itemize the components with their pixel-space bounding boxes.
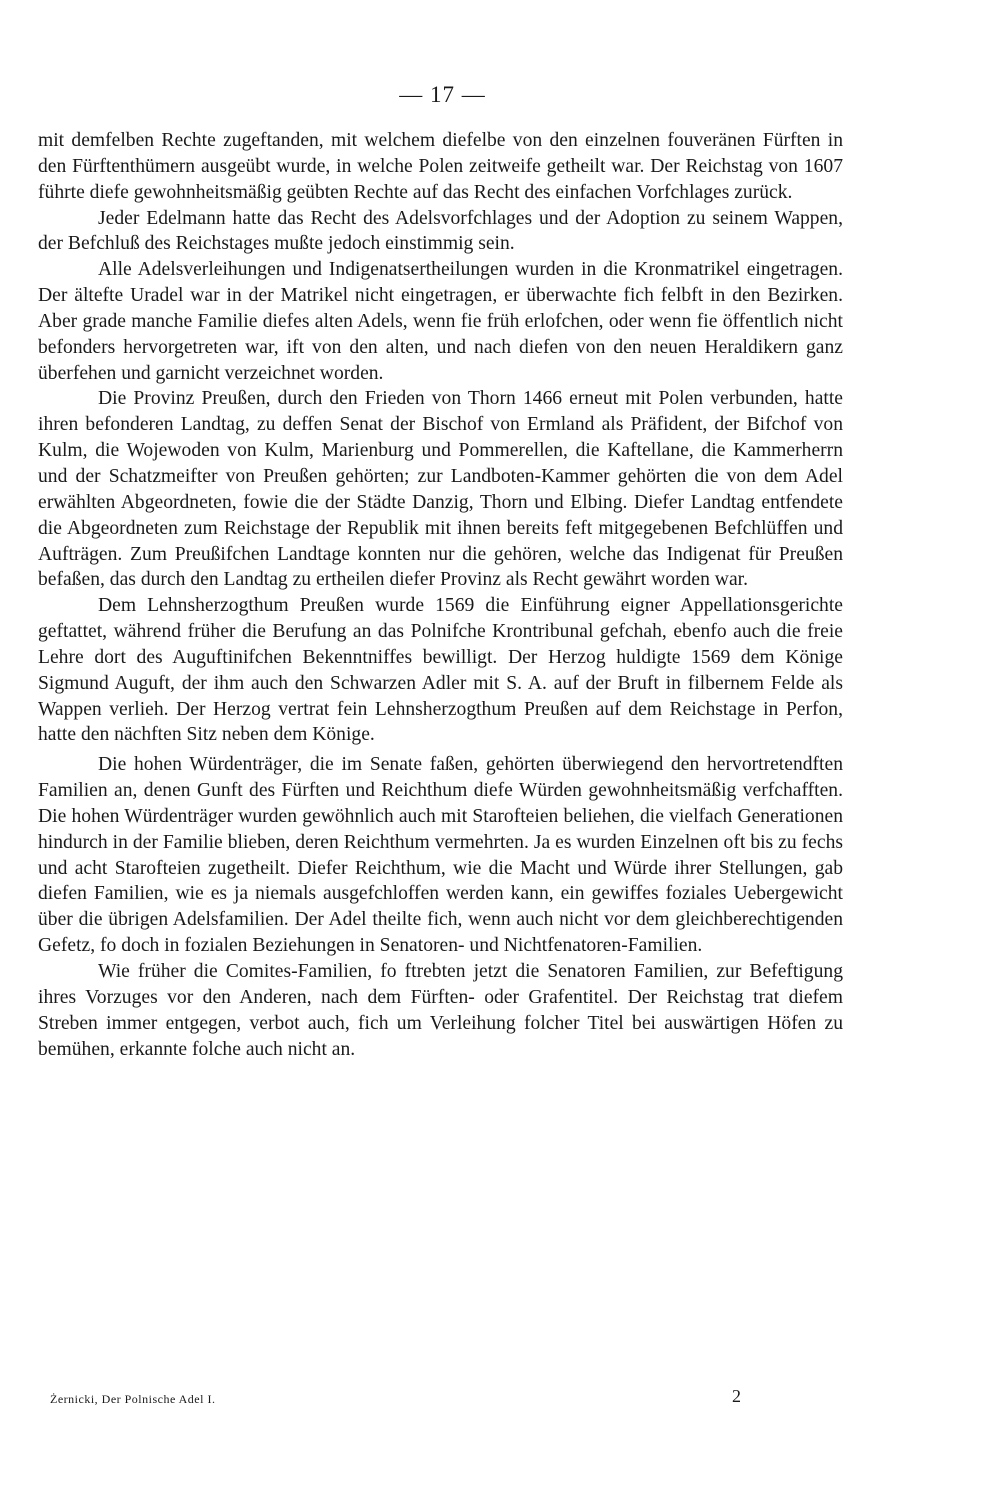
paragraph-6: Die hohen Würdenträger, die im Senate faßen, gehörten überwiegend den hervortretendften Familien an, denen Gunft des Fürften und Reichthum diefe Würden gewohnheitsmäßig verfchafften. Die hohen Würdenträger wurden gewöhnlich auch mit Starofteien beliehen, die vielfach Generationen hindurch in der Familie blieben, deren Reichthum vermehrten. Ja es wurden Einzelnen oft bis zu fechs und acht Starofteien zugetheilt. Diefer Reichthum, wie die Macht und Würde ihrer Stellungen, gab diefen Familien, wie es ja niemals ausgefchloffen werden kann, ein gewiffes foziales Uebergewicht über die übrigen Adelsfamilien. Der Adel theilte fich, wenn auch nicht vor dem gleichberechtigenden Gefetz, fo doch in fozialen Beziehungen in Senatoren- und Nichtfenatoren-Familien. [38,754,843,957]
sheet-mark: 2 [732,1386,741,1406]
paragraph-2: Jeder Edelmann hatte das Recht des Adelsvorfchlages und der Adoption zu seinem Wappen, der Befchluß des Reichstages mußte jedoch einstimmig sein. [38,207,843,255]
page-number: — 17 — [399,82,486,107]
paragraph-1: mit demfelben Rechte zugeftanden, mit welchem diefelbe von den einzelnen fouveränen Fürften in den Fürftenthümern ausgeübt wurde, in welche Polen zeitweife getheilt war. Der Reichstag von 1607 führte diefe gewohnheitsmäßig geübten Rechte auf das Recht des einfachen Vorfchlages zurück. [38,130,843,203]
paragraph-5: Dem Lehnsherzogthum Preußen wurde 1569 die Einführung eigner Appellationsgerichte geftattet, während früher die Berufung an das Polnifche Krontribunal gefchah, ebenfo auch die freie Lehre dort des Auguftinifchen Bekenntniffes bewilligt. Der Herzog huldigte 1569 dem Könige Sigmund Auguft, der ihm auch den Schwarzen Adler mit S. A. auf der Bruft in filbernem Felde als Wappen verlieh. Der Herzog vertrat fein Lehnsherzogthum Preußen auf dem Reichstage in Perfon, hatte den nächften Sitz neben dem Könige. [38,595,843,746]
footer-signature: Żernicki, Der Polnische Adel I. [50,1392,216,1406]
paragraph-3: Alle Adelsverleihungen und Indigenatsertheilungen wurden in die Kronmatrikel eingetragen. Der ältefte Uradel war in der Matrikel nicht eingetragen, er überwachte fich felbft in den Bezirken. Aber grade manche Familie diefes alten Adels, wenn fie früh erlofchen, oder wenn fie öffentlich nicht befonders hervorgetreten war, ift von den alten, und nach diefen von den neuen Heraldikern ganz überfehen und garnicht verzeichnet worden. [38,259,843,384]
paragraph-4: Die Provinz Preußen, durch den Frieden von Thorn 1466 erneut mit Polen verbunden, hatte ihren befonderen Landtag, zu deffen Senat der Bischof von Ermland als Präfident, der Bifchof von Kulm, die Wojewoden von Kulm, Marienburg und Pommerellen, die Kaftellane, die Kammerherrn und der Schatzmeifter von Preußen gehörten; zur Landboten-Kammer gehörten die von dem Adel erwählten Abgeordneten, fowie die der Städte Danzig, Thorn und Elbing. Diefer Landtag entfendete die Abgeordneten zum Reichstage der Republik mit ihnen bereits feft mitgegebenen Befchlüffen und Aufträgen. Zum Preußifchen Landtage konnten nur die gehören, welche das Indigenat für Preußen befaßen, das durch den Landtag zu ertheilen diefer Provinz als Recht gewährt worden war. [38,388,843,591]
paragraph-7: Wie früher die Comites-Familien, fo ftrebten jetzt die Senatoren Familien, zur Befeftigung ihres Vorzuges vor den Anderen, nach dem Fürften- oder Grafentitel. Der Reichstag trat diefem Streben immer entgegen, verbot auch, fich um Verleihung folcher Titel bei auswärtigen Höfen zu bemühen, erkannte folche auch nicht an. [38,961,843,1060]
body-text [38,128,843,1062]
